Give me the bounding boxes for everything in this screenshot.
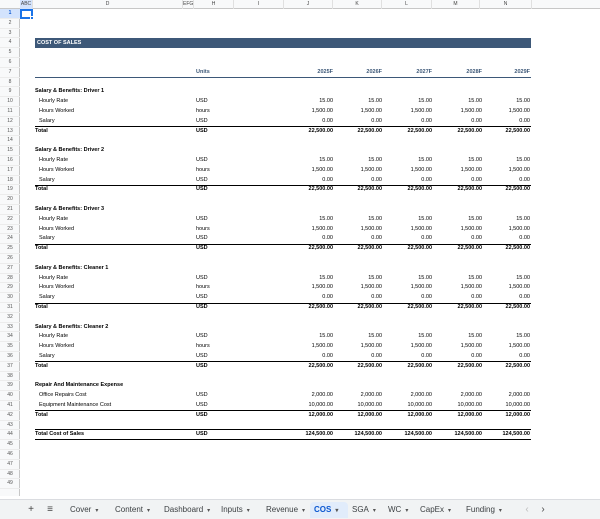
year-header: 2025F [317,68,333,75]
total-value: 12,000.00 [407,411,432,418]
line-item-value: 15.00 [418,157,432,163]
line-item-value: 15.00 [468,98,482,105]
line-item-value: 0.00 [421,235,432,242]
line-item-value: 0.00 [421,117,432,124]
total-label: Total [35,304,48,310]
line-item-value: 15.00 [368,98,382,105]
total-value: 22,500.00 [407,362,432,369]
section-title-bar: COST OF SALES [35,38,531,48]
line-item-value: 1,500.00 [360,166,382,173]
tab-menu-caret-icon[interactable]: ▾ [147,508,151,514]
column-header-efg[interactable]: EFG [183,1,194,7]
grand-total-value: 124,500.00 [502,431,530,438]
total-value: 22,500.00 [457,245,482,252]
row-header-40[interactable]: 40 [0,391,20,401]
line-item-value: 2,000.00 [360,392,382,399]
line-item-value: 0.00 [519,294,530,301]
line-item-unit: USD [196,215,208,222]
line-item-value: 0.00 [471,117,482,124]
total-value: 22,500.00 [308,186,333,193]
line-item-value: 15.00 [516,274,530,281]
total-value: 22,500.00 [505,245,530,252]
sheet-grid[interactable] [21,9,600,496]
line-item-label: Hourly Rate [39,98,69,105]
column-header-d[interactable]: D [33,0,183,9]
tab-menu-caret-icon[interactable]: ▾ [207,508,211,514]
total-label: Total [35,362,48,369]
line-item-label: Equipment Maintenance Cost [39,402,112,408]
line-item-value: 15.00 [516,157,530,163]
sheet-tab-revenue[interactable] [262,502,312,518]
section-header: Salary & Benefits: Driver 2 [35,147,105,154]
column-header-n[interactable]: N [480,0,532,9]
row-header-12[interactable]: 12 [0,117,20,127]
line-item-value: 0.00 [421,176,432,183]
sheet-tab-capex[interactable] [416,502,460,518]
section-header: Salary & Benefits: Cleaner 2 [35,323,109,330]
total-label: Total [35,245,48,252]
line-item-unit: hours [196,108,210,114]
row-header-47[interactable]: 47 [0,460,20,470]
year-header: 2029F [514,68,530,75]
row-header-11[interactable]: 11 [0,107,20,117]
sheet-tab-dashboard[interactable] [160,502,216,518]
line-item-value: 1,500.00 [410,166,432,173]
line-item-label: Salary [39,294,55,301]
line-item-label: Office Repairs Cost [39,392,87,399]
line-item-value: 0.00 [421,294,432,301]
line-item-value: 1,500.00 [311,108,333,114]
line-item-value: 10,000.00 [357,402,382,408]
row-header-8[interactable]: 8 [0,78,20,88]
column-header-i[interactable]: I [234,0,284,9]
line-item-value: 0.00 [371,176,382,183]
line-item-value: 10,000.00 [308,402,333,408]
sheet-tab-inputs[interactable] [217,502,261,518]
line-item-label: Salary [39,235,55,242]
line-item-value: 15.00 [418,333,432,340]
total-value: 12,000.00 [505,411,530,418]
line-item-value: 1,500.00 [460,284,482,291]
line-item-value: 1,500.00 [508,108,530,114]
line-item-label: Hourly Rate [39,333,69,340]
sheet-tab-content[interactable] [111,502,159,518]
line-item-value: 0.00 [421,353,432,359]
line-item-value: 1,500.00 [508,166,530,173]
row-header-31[interactable]: 31 [0,303,20,313]
row-header-1[interactable]: 1 [0,9,20,19]
row-header-29[interactable]: 29 [0,283,20,293]
total-unit: USD [196,186,208,193]
row-header-36[interactable]: 36 [0,352,20,362]
line-item-value: 1,500.00 [460,343,482,350]
line-item-value: 1,500.00 [410,284,432,291]
line-item-unit: USD [196,392,208,399]
line-item-value: 15.00 [468,215,482,222]
total-value: 22,500.00 [308,245,333,252]
line-item-value: 0.00 [471,294,482,301]
line-item-value: 15.00 [516,215,530,222]
line-item-unit: USD [196,402,208,408]
row-header-44[interactable]: 44 [0,430,20,440]
total-value: 22,500.00 [505,186,530,193]
line-item-unit: USD [196,157,208,163]
grand-total-unit: USD [196,431,208,438]
row-header-5[interactable]: 5 [0,48,20,58]
total-unit: USD [196,362,208,369]
year-header: 2028F [466,68,482,75]
sheet-tab-label: Cover [70,505,92,514]
scroll-tabs-right-icon[interactable]: › [541,504,545,515]
row-header-bar [0,9,20,496]
total-unit: USD [196,127,208,134]
line-item-value: 15.00 [516,333,530,340]
tab-menu-caret-icon[interactable]: ▾ [498,508,502,514]
sheet-tab-funding[interactable] [462,502,516,518]
sheet-tab-label: Inputs [221,505,243,514]
column-header-bar [0,0,600,9]
grand-total-rule-bottom [35,439,531,440]
row-header-3[interactable]: 3 [0,29,20,39]
total-label: Total [35,411,48,418]
row-header-43[interactable]: 43 [0,421,20,431]
line-item-value: 0.00 [371,353,382,359]
total-value: 22,500.00 [308,362,333,369]
row-header-23[interactable]: 23 [0,225,20,235]
total-value: 22,500.00 [407,304,432,310]
line-item-value: 15.00 [319,157,333,163]
line-item-value: 0.00 [519,117,530,124]
grand-total-rule-top [35,429,531,430]
line-item-label: Salary [39,117,55,124]
total-unit: USD [196,411,208,418]
total-value: 22,500.00 [308,127,333,134]
sheet-tab-label: Funding [466,505,495,514]
row-header-45[interactable]: 45 [0,440,20,450]
row-header-16[interactable]: 16 [0,156,20,166]
year-header: 2026F [366,68,382,75]
column-header-k[interactable]: K [333,0,382,9]
line-item-value: 0.00 [322,294,333,301]
line-item-label: Hours Worked [39,225,75,232]
sheet-tab-sga[interactable] [348,502,382,518]
row-header-9[interactable]: 9 [0,87,20,97]
line-item-value: 15.00 [319,274,333,281]
sheet-tab-bar [0,499,600,519]
line-item-unit: hours [196,166,210,173]
line-item-value: 0.00 [471,176,482,183]
line-item-value: 15.00 [516,98,530,105]
line-item-unit: hours [196,343,210,350]
total-value: 22,500.00 [407,127,432,134]
line-item-value: 0.00 [519,176,530,183]
line-item-label: Hourly Rate [39,157,69,163]
line-item-value: 0.00 [519,353,530,359]
row-header-38[interactable]: 38 [0,372,20,382]
line-item-label: Hours Worked [39,166,75,173]
line-item-label: Hours Worked [39,284,75,291]
total-value: 22,500.00 [357,362,382,369]
grand-total-value: 124,500.00 [305,431,333,438]
section-header: Repair And Maintenance Expense [35,382,124,389]
row-header-2[interactable]: 2 [0,19,20,29]
tab-menu-caret-icon[interactable]: ▾ [95,508,99,514]
total-value: 22,500.00 [357,304,382,310]
fill-handle[interactable] [30,16,34,20]
column-header-m[interactable]: M [432,0,480,9]
total-unit: USD [196,245,208,252]
sheet-tab-label: SGA [352,505,369,514]
line-item-value: 15.00 [418,215,432,222]
line-item-unit: USD [196,235,208,242]
total-value: 22,500.00 [457,304,482,310]
total-value: 22,500.00 [308,304,333,310]
total-value: 12,000.00 [457,411,482,418]
line-item-value: 2,000.00 [460,392,482,399]
sheet-tab-label: Content [115,505,144,514]
section-header: Salary & Benefits: Cleaner 1 [35,264,109,271]
line-item-value: 1,500.00 [311,166,333,173]
sheet-tab-label: WC [388,505,402,514]
sheet-tab-label: COS [314,505,332,514]
total-value: 22,500.00 [457,127,482,134]
tab-menu-caret-icon[interactable]: ▾ [448,508,452,514]
total-value: 22,500.00 [407,245,432,252]
row-header-30[interactable]: 30 [0,293,20,303]
row-header-26[interactable]: 26 [0,254,20,264]
total-value: 22,500.00 [407,186,432,193]
line-item-label: Hourly Rate [39,215,69,222]
sheet-tab-wc[interactable] [384,502,414,518]
row-header-18[interactable]: 18 [0,176,20,186]
total-value: 22,500.00 [357,127,382,134]
line-item-value: 1,500.00 [508,343,530,350]
row-header-48[interactable]: 48 [0,470,20,480]
row-header-22[interactable]: 22 [0,215,20,225]
row-header-27[interactable]: 27 [0,264,20,274]
line-item-value: 10,000.00 [505,402,530,408]
line-item-value: 2,000.00 [508,392,530,399]
total-value: 22,500.00 [505,304,530,310]
line-item-value: 0.00 [322,353,333,359]
line-item-unit: USD [196,294,208,301]
line-item-value: 1,500.00 [410,225,432,232]
line-item-value: 15.00 [319,333,333,340]
grand-total-label: Total Cost of Sales [35,431,85,438]
line-item-value: 15.00 [368,274,382,281]
line-item-value: 1,500.00 [360,284,382,291]
line-item-value: 1,500.00 [508,225,530,232]
grand-total-value: 124,500.00 [454,431,482,438]
line-item-value: 0.00 [322,117,333,124]
line-item-value: 15.00 [368,157,382,163]
row-header-35[interactable]: 35 [0,342,20,352]
line-item-value: 15.00 [468,333,482,340]
tab-menu-caret-icon[interactable]: ▾ [372,508,376,514]
row-header-10[interactable]: 10 [0,97,20,107]
column-header-h[interactable]: H [194,0,234,9]
line-item-value: 1,500.00 [508,284,530,291]
line-item-unit: USD [196,274,208,281]
row-header-21[interactable]: 21 [0,205,20,215]
line-item-value: 2,000.00 [311,392,333,399]
line-item-value: 0.00 [471,353,482,359]
line-item-unit: USD [196,353,208,359]
total-value: 22,500.00 [505,127,530,134]
line-item-value: 1,500.00 [311,225,333,232]
all-sheets-menu-icon[interactable]: ≡ [47,504,53,515]
row-header-41[interactable]: 41 [0,401,20,411]
total-value: 12,000.00 [308,411,333,418]
line-item-value: 2,000.00 [410,392,432,399]
line-item-value: 15.00 [418,98,432,105]
line-item-value: 15.00 [368,215,382,222]
row-header-49[interactable]: 49 [0,479,20,489]
tab-menu-caret-icon[interactable]: ▾ [246,508,250,514]
row-header-24[interactable]: 24 [0,234,20,244]
row-header-34[interactable]: 34 [0,332,20,342]
tab-menu-caret-icon[interactable]: ▾ [335,508,339,514]
line-item-value: 0.00 [371,235,382,242]
row-header-37[interactable]: 37 [0,362,20,372]
row-header-15[interactable]: 15 [0,146,20,156]
column-header-abc[interactable]: ABC [20,1,32,7]
sheet-tab-label: Revenue [266,505,299,514]
line-item-value: 1,500.00 [311,343,333,350]
line-item-value: 0.00 [322,235,333,242]
line-item-value: 1,500.00 [460,108,482,114]
column-header-j[interactable]: J [284,0,333,9]
line-item-value: 1,500.00 [410,108,432,114]
total-value: 22,500.00 [457,186,482,193]
line-item-value: 0.00 [322,176,333,183]
section-header: Salary & Benefits: Driver 1 [35,88,105,95]
total-value: 12,000.00 [357,411,382,418]
row-header-32[interactable]: 32 [0,313,20,323]
row-header-4[interactable]: 4 [0,38,20,48]
line-item-value: 15.00 [468,274,482,281]
line-item-value: 1,500.00 [460,225,482,232]
grand-total-value: 124,500.00 [404,431,432,438]
section-header: Salary & Benefits: Driver 3 [35,206,105,212]
sheet-tab-cos[interactable] [310,502,348,518]
line-item-unit: hours [196,225,210,232]
tab-menu-caret-icon[interactable]: ▾ [302,508,306,514]
line-item-label: Hours Worked [39,108,75,114]
sheet-tab-label: CapEx [420,505,445,514]
line-item-unit: USD [196,333,208,340]
line-item-value: 1,500.00 [311,284,333,291]
line-item-value: 0.00 [471,235,482,242]
line-item-unit: USD [196,117,208,124]
line-item-unit: USD [196,176,208,183]
add-sheet-icon[interactable]: + [28,504,34,515]
row-header-19[interactable]: 19 [0,185,20,195]
total-unit: USD [196,304,208,310]
total-label: Total [35,127,48,134]
line-item-unit: hours [196,284,210,291]
line-item-value: 1,500.00 [460,166,482,173]
row-header-13[interactable]: 13 [0,127,20,137]
line-item-label: Salary [39,176,55,183]
line-item-value: 0.00 [371,294,382,301]
year-header: 2027F [416,68,432,75]
line-item-value: 10,000.00 [407,402,432,408]
tab-menu-caret-icon[interactable]: ▾ [405,508,409,514]
grand-total-value: 124,500.00 [354,431,382,438]
sheet-tab-label: Dashboard [164,505,204,514]
row-header-46[interactable]: 46 [0,450,20,460]
line-item-unit: USD [196,98,208,105]
total-value: 22,500.00 [457,362,482,369]
scroll-tabs-left-icon[interactable]: ‹ [525,504,529,515]
line-item-value: 15.00 [319,98,333,105]
total-value: 22,500.00 [357,186,382,193]
line-item-value: 15.00 [368,333,382,340]
row-header-33[interactable]: 33 [0,323,20,333]
row-header-39[interactable]: 39 [0,381,20,391]
line-item-label: Hours Worked [39,343,75,350]
row-header-20[interactable]: 20 [0,195,20,205]
total-value: 22,500.00 [505,362,530,369]
total-value: 22,500.00 [357,245,382,252]
line-item-value: 10,000.00 [457,402,482,408]
line-item-value: 1,500.00 [360,108,382,114]
row-header-17[interactable]: 17 [0,166,20,176]
header-underline [35,77,531,78]
units-header: Units [196,68,210,75]
column-header-l[interactable]: L [382,0,432,9]
row-header-7[interactable]: 7 [0,68,20,78]
row-header-6[interactable]: 6 [0,58,20,68]
line-item-value: 0.00 [519,235,530,242]
row-header-14[interactable]: 14 [0,136,20,146]
sheet-tab-cover[interactable] [66,502,110,518]
line-item-value: 0.00 [371,117,382,124]
row-header-42[interactable]: 42 [0,411,20,421]
row-header-25[interactable]: 25 [0,244,20,254]
total-label: Total [35,186,48,193]
line-item-value: 15.00 [468,157,482,163]
line-item-value: 15.00 [319,215,333,222]
line-item-value: 1,500.00 [360,343,382,350]
line-item-value: 15.00 [418,274,432,281]
line-item-label: Hourly Rate [39,274,69,281]
line-item-label: Salary [39,353,55,359]
line-item-value: 1,500.00 [410,343,432,350]
line-item-value: 1,500.00 [360,225,382,232]
row-header-28[interactable]: 28 [0,274,20,284]
